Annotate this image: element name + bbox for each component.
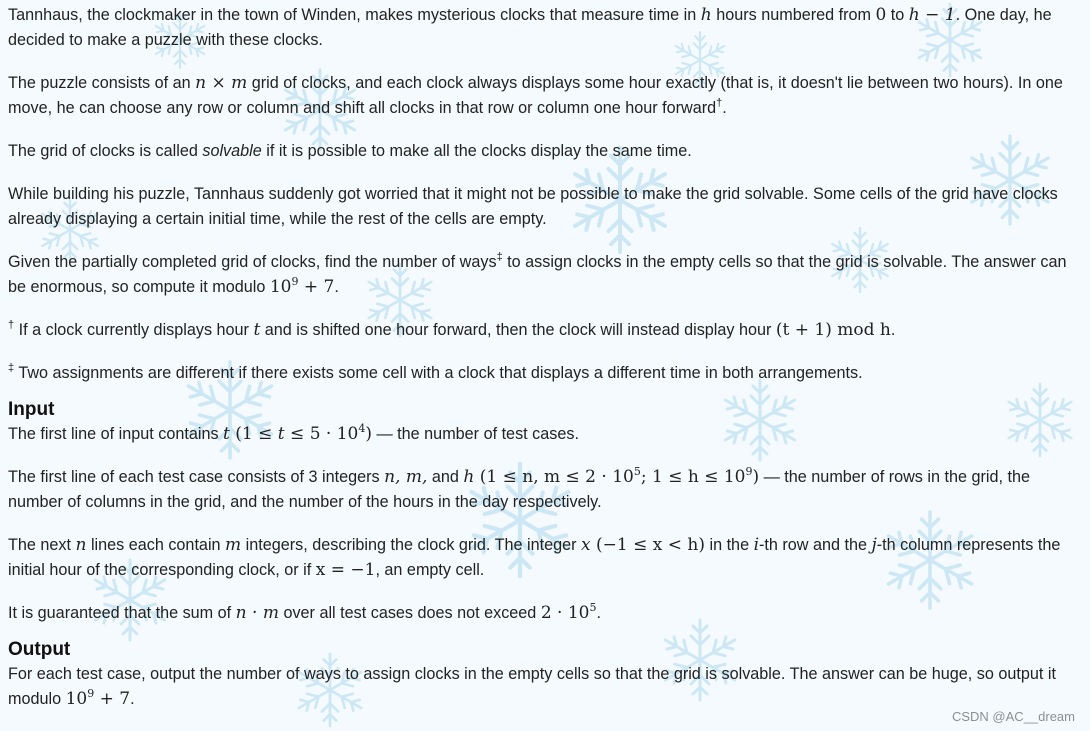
input-paragraph-1: The first line of input contains t $(1 \le t \le 5 \cdot 10^4)$ — the number of test cases. [8, 422, 579, 444]
statement-paragraph-5: Given the partially completed grid of clocks, find the number of ways‡ to assign clocks in the empty cells so that the grid is solvable. The answer can be enormous, so compute it modulo $10^9 + 7$. [8, 251, 1067, 297]
solvable-term: solvable [202, 142, 262, 160]
input-heading: Input [8, 399, 55, 420]
input-paragraph-2: The first line of each test case consists of 3 integers n, m, and h (1 ≤ n, $m \le 2 \cdot 10^5$; $1 \le h \le 10^9$) — the number of rows in the grid, the number of columns in the grid, and the number of the hours in the day respectively. [8, 465, 1030, 511]
output-heading: Output [8, 639, 71, 660]
statement-paragraph-1: Tannhaus, the clockmaker in the town of Winden, makes mysterious clocks that measure time in h hours numbered from 0 to h − 1. One day, he decided to make a puzzle with these clocks. [8, 5, 1052, 49]
output-paragraph-1: For each test case, output the number of ways to assign clocks in the empty cells so that the grid is solvable. The answer can be huge, so output it modulo $10^9 + 7$. [8, 665, 1056, 709]
footnote-dagger: † If a clock currently displays hour t and is shifted one hour forward, then the clock will instead display hour (t + 1) mod h. [8, 319, 896, 340]
input-paragraph-3: The next n lines each contain m integers, describing the clock grid. The integer x (−1 ≤ x < h) in the i-th row and the j-th column represents the initial hour of the corresponding clock, or if x = −1, an empty cell. [8, 535, 1061, 580]
statement-paragraph-2: The puzzle consists of an n × m grid of clocks, and each clock always displays some hour exactly (that is, it doesn't lie between two hours). In one move, he can choose any row or column and shift all clocks in that row or column one hour forward†. [8, 73, 1063, 117]
input-paragraph-4: It is guaranteed that the sum of n · m over all test cases does not exceed $2 \cdot 10^5$. [8, 601, 601, 623]
statement-paragraph-4: While building his puzzle, Tannhaus suddenly got worried that it might not be possible to make the grid solvable. Some cells of the grid have clocks already displaying a certain initial time, while the rest of the cells are empty. [8, 185, 1058, 228]
statement-paragraph-3: The grid of clocks is called solvable if it is possible to make all the clocks display the same time. [8, 142, 692, 160]
footnote-ddagger: ‡ Two assignments are different if there exists some cell with a clock that displays a different time in both arrangements. [8, 362, 863, 382]
csdn-watermark: CSDN @AC__dream [951, 709, 1075, 724]
dagger-footnote-mark: † [716, 97, 723, 109]
ddagger-footnote-mark: ‡ [496, 251, 503, 263]
